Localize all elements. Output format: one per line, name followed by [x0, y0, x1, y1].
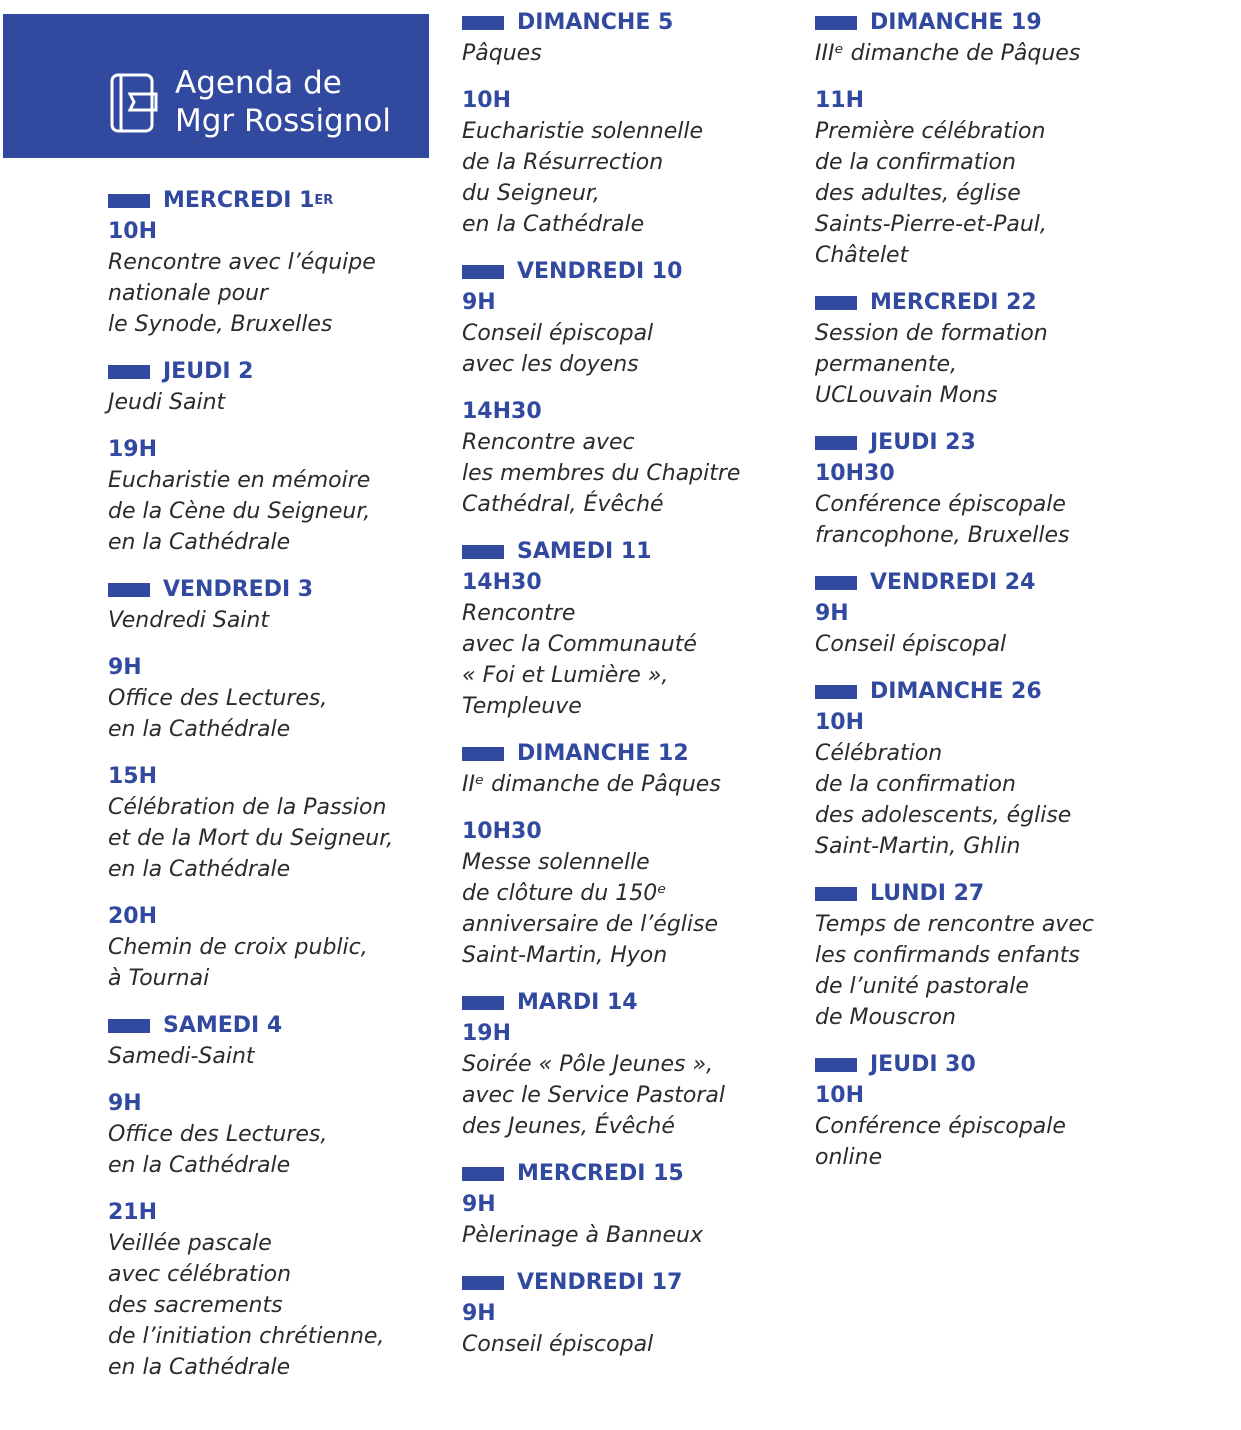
day-heading: MERCREDI 1 ER	[108, 185, 438, 216]
event-time: 10H	[815, 710, 865, 735]
day-heading	[462, 1267, 802, 1298]
day-heading	[815, 7, 1155, 38]
day-heading	[815, 878, 1155, 909]
agenda-day	[815, 7, 1155, 271]
agenda-day	[462, 7, 802, 240]
event-time: 20H	[108, 904, 158, 929]
event-description: Célébration de la confirmation des adolescents, église Saint-Martin, Ghlin	[815, 741, 1072, 859]
event-time: 9H	[815, 601, 849, 626]
agenda-header	[3, 14, 429, 158]
agenda-column-1	[108, 185, 438, 1399]
day-label: VENDREDI 17	[517, 1270, 683, 1295]
agenda-event	[108, 901, 438, 994]
day-heading	[815, 676, 1155, 707]
day-marker-bar	[108, 365, 150, 379]
event-description: Soirée « Pôle Jeunes », avec le Service Pastoral des Jeunes, Évêché	[462, 1052, 726, 1139]
agenda-day	[462, 987, 802, 1142]
agenda-book-icon	[108, 72, 160, 134]
agenda-day	[462, 738, 802, 971]
agenda-day	[462, 1267, 802, 1360]
day-label: LUNDI 27	[870, 881, 985, 906]
event-description: Veillée pascale avec célébration des sacrements de l’initiation chrétienne, en la Cathédrale	[108, 1231, 385, 1380]
agenda-event	[108, 434, 438, 558]
day-note: Session de formation permanente, UCLouvain Mons	[815, 321, 1048, 408]
event-description: Pèlerinage à Banneux	[462, 1223, 703, 1248]
day-heading	[815, 1049, 1155, 1080]
agenda-day	[462, 256, 802, 520]
day-heading	[815, 427, 1155, 458]
event-time: 15H	[108, 764, 158, 789]
event-description: Conférence épiscopale francophone, Bruxelles	[815, 492, 1070, 548]
event-time: 11H	[815, 88, 865, 113]
day-marker-bar	[462, 16, 504, 30]
agenda-day	[815, 427, 1155, 551]
agenda-event	[462, 85, 802, 240]
agenda-day	[815, 878, 1155, 1033]
day-marker-bar	[108, 583, 150, 597]
agenda-event	[815, 1080, 1155, 1173]
day-label: VENDREDI 24	[870, 570, 1036, 595]
day-heading	[462, 7, 802, 38]
agenda-day	[815, 287, 1155, 411]
day-marker-bar	[462, 265, 504, 279]
event-time: 10H30	[462, 819, 542, 844]
event-time: 14H30	[462, 399, 542, 424]
agenda-event	[108, 216, 438, 340]
agenda-event	[462, 567, 802, 722]
day-heading	[462, 1158, 802, 1189]
event-time: 9H	[462, 1301, 496, 1326]
day-marker-bar	[815, 1058, 857, 1072]
event-description: Célébration de la Passion et de la Mort du Seigneur, en la Cathédrale	[108, 795, 394, 882]
agenda-event	[462, 1298, 802, 1360]
event-description: Messe solennelle de clôture du 150ᵉ anniversaire de l’église Saint-Martin, Hyon	[462, 850, 719, 968]
day-label: SAMEDI 11	[517, 539, 652, 564]
agenda-event	[108, 761, 438, 885]
event-time: 10H30	[815, 461, 895, 486]
agenda-event	[108, 652, 438, 745]
event-time: 19H	[462, 1021, 512, 1046]
day-marker-bar	[462, 1167, 504, 1181]
day-label: SAMEDI 4	[163, 1013, 283, 1038]
event-time: 9H	[462, 290, 496, 315]
event-description: Rencontre avec la Communauté « Foi et Lumière », Templeuve	[462, 601, 697, 719]
day-marker-bar	[815, 576, 857, 590]
event-description: Rencontre avec l’équipe nationale pour le Synode, Bruxelles	[108, 250, 376, 337]
day-note: Vendredi Saint	[108, 608, 269, 633]
agenda-event	[108, 1088, 438, 1181]
agenda-day	[815, 676, 1155, 862]
event-description: Chemin de croix public, à Tournai	[108, 935, 368, 991]
agenda-event	[815, 598, 1155, 660]
agenda-event	[462, 396, 802, 520]
day-heading	[815, 567, 1155, 598]
day-marker-bar	[108, 194, 150, 208]
day-note: Temps de rencontre avec les confirmands enfants de l’unité pastorale de Mouscron	[815, 912, 1094, 1030]
agenda-column-3	[815, 7, 1155, 1189]
event-description: Eucharistie solennelle de la Résurrection du Seigneur, en la Cathédrale	[462, 119, 704, 237]
agenda-event	[815, 85, 1155, 271]
day-heading	[108, 356, 438, 387]
agenda-column-2	[462, 7, 802, 1376]
day-label: VENDREDI 3	[163, 577, 314, 602]
agenda-event	[462, 816, 802, 971]
day-note: Samedi-Saint	[108, 1044, 255, 1069]
page-title	[175, 64, 391, 140]
event-description: Conseil épiscopal	[815, 632, 1007, 657]
day-label: DIMANCHE 19	[870, 10, 1042, 35]
day-marker-bar	[462, 996, 504, 1010]
day-note: Pâques	[462, 41, 542, 66]
day-marker-bar	[462, 1276, 504, 1290]
day-marker-bar	[815, 685, 857, 699]
day-marker-bar	[815, 16, 857, 30]
agenda-event	[462, 1018, 802, 1142]
day-heading	[462, 256, 802, 287]
day-label: MERCREDI 22	[870, 290, 1037, 315]
day-label: JEUDI 30	[870, 1052, 976, 1077]
agenda-event	[108, 1197, 438, 1383]
day-marker-bar	[815, 436, 857, 450]
event-description: Office des Lectures, en la Cathédrale	[108, 1122, 328, 1178]
event-description: Rencontre avec les membres du Chapitre Cathédral, Évêché	[462, 430, 741, 517]
day-label: DIMANCHE 26	[870, 679, 1042, 704]
title-line-2: Mgr Rossignol	[175, 103, 391, 139]
event-time: 21H	[108, 1200, 158, 1225]
day-marker-bar	[462, 747, 504, 761]
day-heading	[108, 574, 438, 605]
day-note: IIIᵉ dimanche de Pâques	[815, 41, 1081, 66]
day-note: Jeudi Saint	[108, 390, 226, 415]
day-label: DIMANCHE 12	[517, 741, 689, 766]
event-description: Conférence épiscopale online	[815, 1114, 1066, 1170]
day-note: IIᵉ dimanche de Pâques	[462, 772, 721, 797]
event-time: 10H	[815, 1083, 865, 1108]
day-heading	[108, 1010, 438, 1041]
event-description: Première célébration de la confirmation des adultes, église Saints-Pierre-et-Paul, Châtelet	[815, 119, 1047, 268]
agenda-day	[815, 567, 1155, 660]
agenda-day	[108, 356, 438, 558]
day-label: MERCREDI 1	[163, 188, 315, 213]
event-time: 10H	[462, 88, 512, 113]
title-line-1: Agenda de	[175, 65, 342, 101]
event-time: 9H	[462, 1192, 496, 1217]
agenda-day	[108, 1010, 438, 1383]
day-marker-bar	[108, 1019, 150, 1033]
day-label: VENDREDI 10	[517, 259, 683, 284]
day-label: MERCREDI 15	[517, 1161, 684, 1186]
day-heading	[815, 287, 1155, 318]
agenda-event	[462, 287, 802, 380]
day-label: DIMANCHE 5	[517, 10, 674, 35]
agenda-day	[462, 536, 802, 722]
agenda-event	[462, 1189, 802, 1251]
day-label: JEUDI 23	[870, 430, 976, 455]
day-marker-bar	[815, 296, 857, 310]
event-description: Eucharistie en mémoire de la Cène du Seigneur, en la Cathédrale	[108, 468, 371, 555]
agenda-event	[815, 707, 1155, 862]
event-time: 10H	[108, 219, 158, 244]
day-heading	[462, 536, 802, 567]
event-description: Conseil épiscopal avec les doyens	[462, 321, 654, 377]
event-time: 19H	[108, 437, 158, 462]
day-label: JEUDI 2	[163, 359, 254, 384]
agenda-day	[108, 574, 438, 994]
agenda-event	[815, 458, 1155, 551]
day-heading	[462, 738, 802, 769]
event-time: 14H30	[462, 570, 542, 595]
day-heading	[462, 987, 802, 1018]
agenda-day	[462, 1158, 802, 1251]
event-time: 9H	[108, 1091, 142, 1116]
day-marker-bar	[462, 545, 504, 559]
event-description: Office des Lectures, en la Cathédrale	[108, 686, 328, 742]
agenda-day	[108, 185, 438, 340]
day-label: MARDI 14	[517, 990, 638, 1015]
day-marker-bar	[815, 887, 857, 901]
agenda-day	[815, 1049, 1155, 1173]
event-time: 9H	[108, 655, 142, 680]
event-description: Conseil épiscopal	[462, 1332, 654, 1357]
